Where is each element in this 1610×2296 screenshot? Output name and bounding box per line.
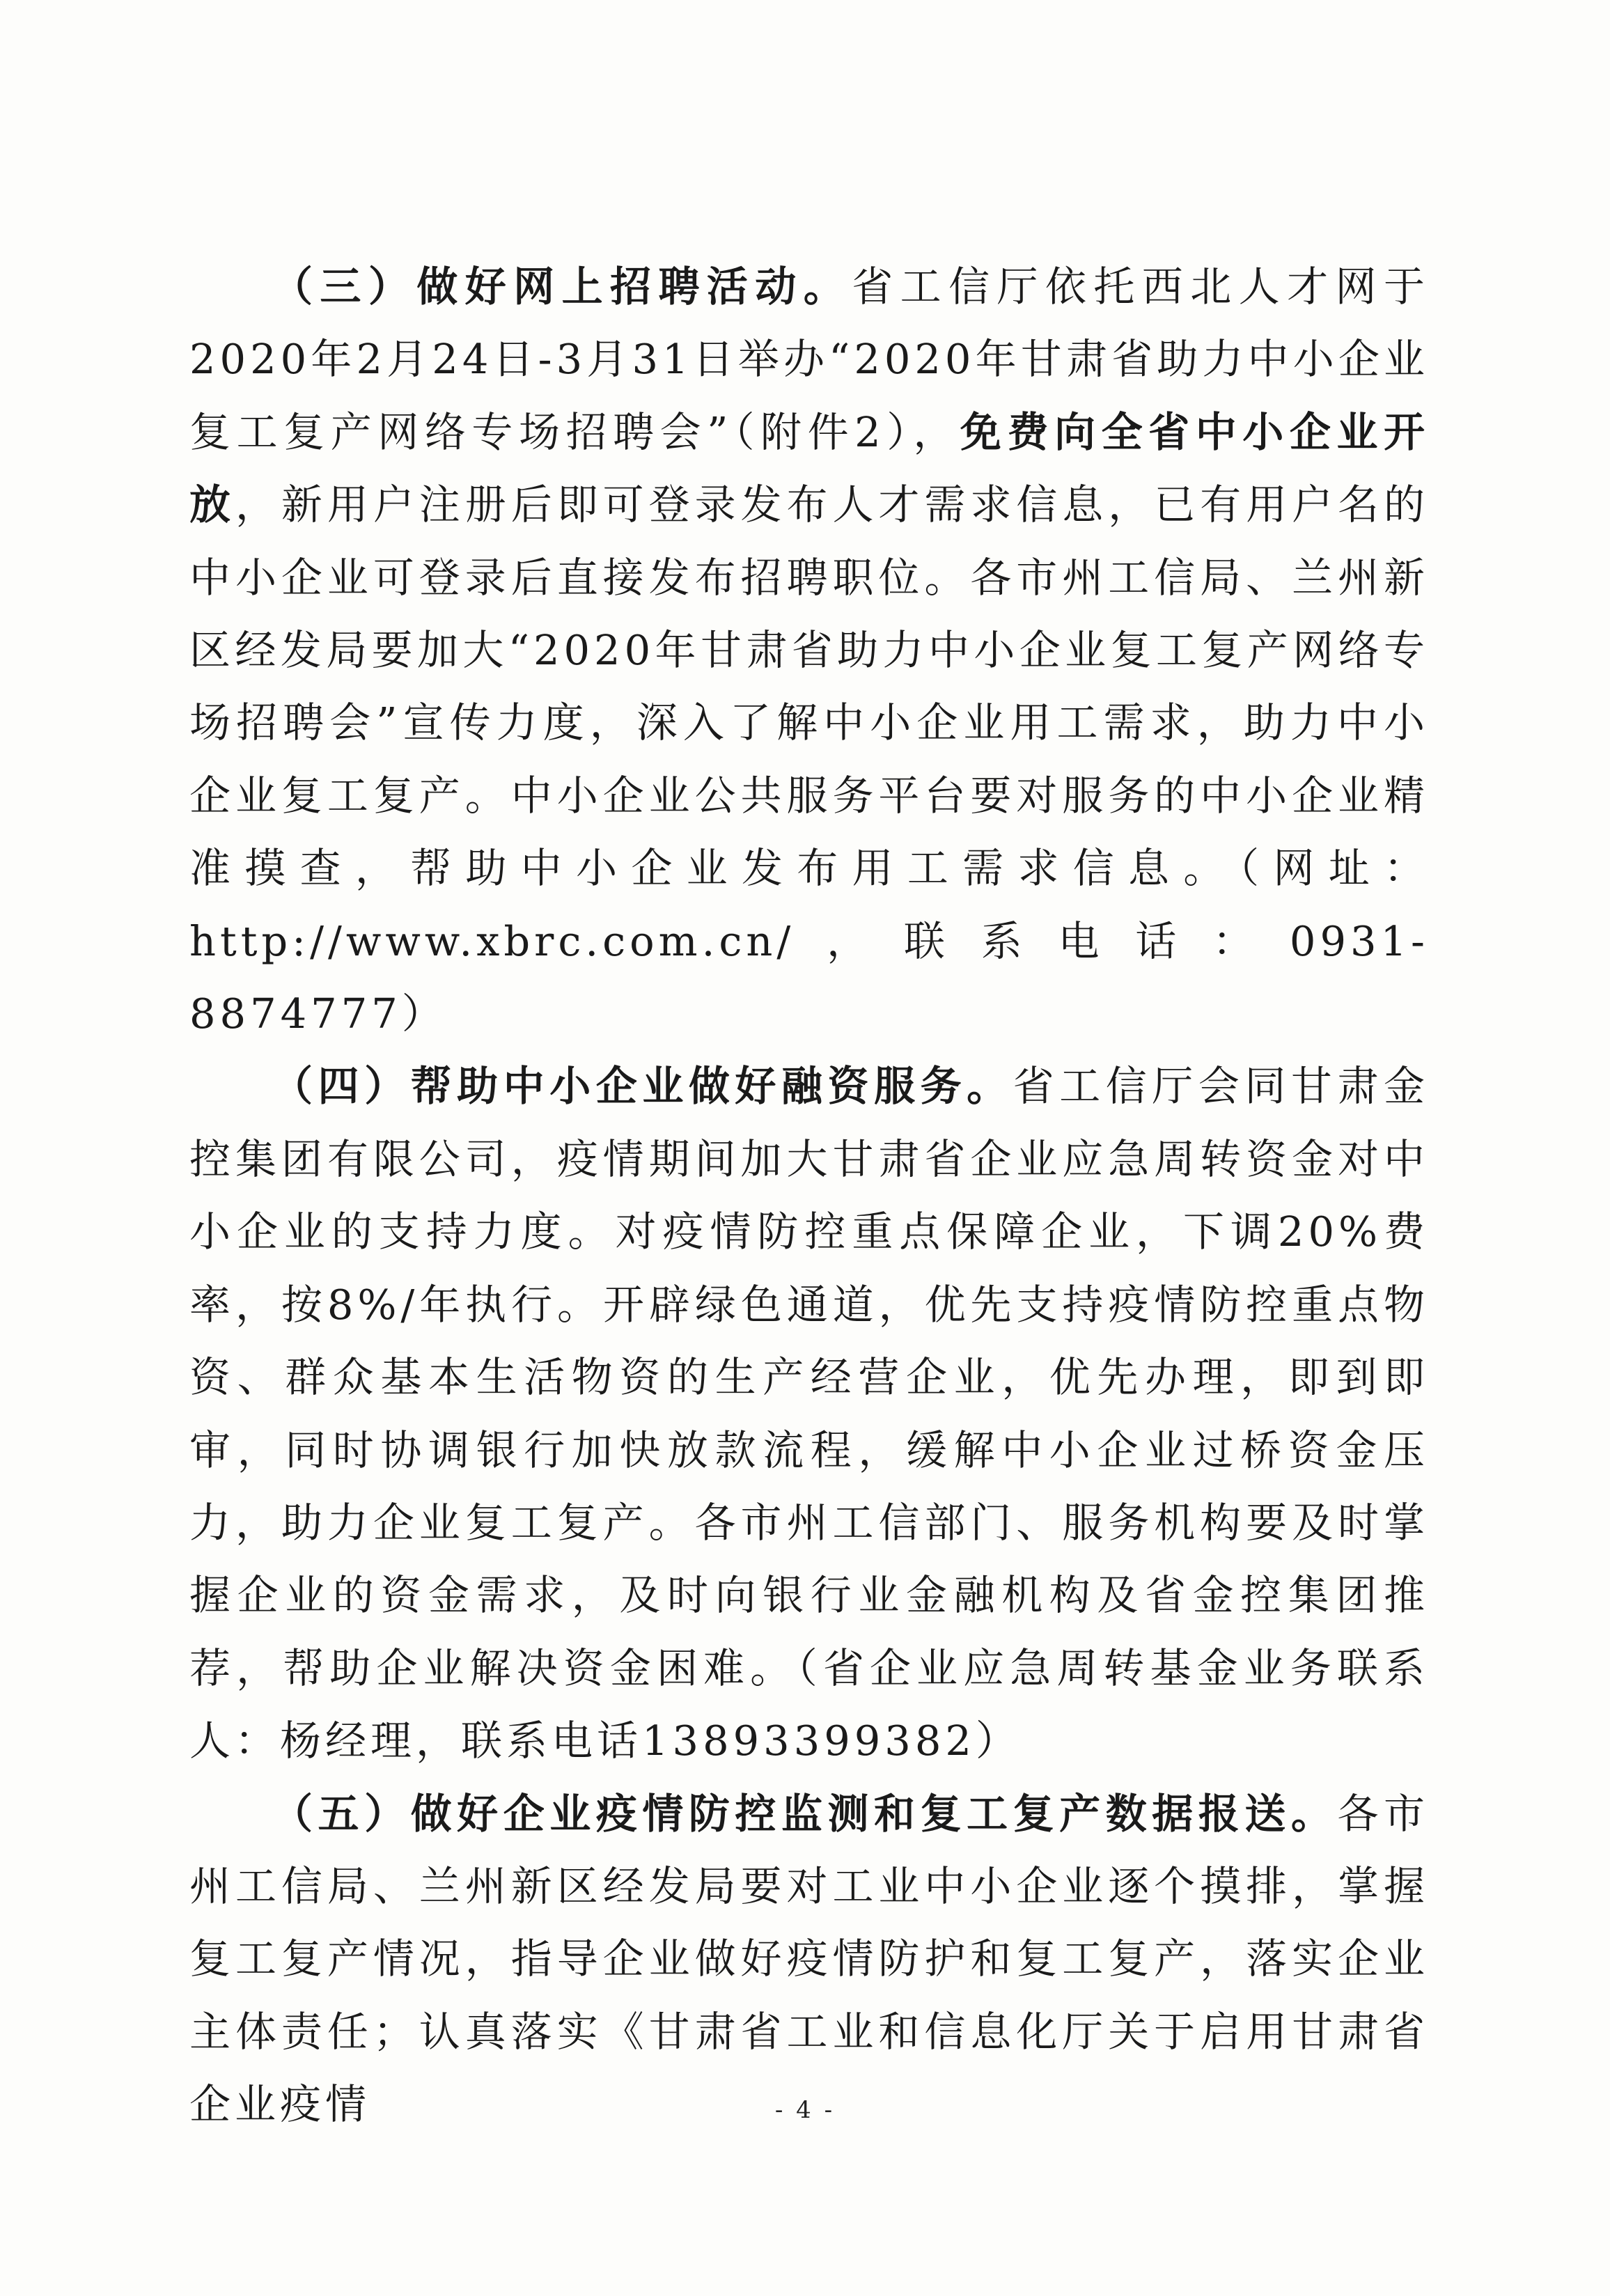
section-heading-3: （三）做好网上招聘活动。 [272,263,852,311]
body-text [189,251,1429,2141]
paragraph-text: 省工信厅会同甘肃金控集团有限公司，疫情期间加大甘肃省企业应急周转资金对中小企业的支持力度。对疫情防控重点保障企业，下调20%费率，按8%/年执行。开辟绿色通道，优先支持疫情防控重点物资、群众基本生活物资的生产经营企业，优先办理，即到即审，同时协调银行加快放款流程，缓解中小企业过桥资金压力，助力企业复工复产。各市州工信部门、服务机构要及时掌握企业的资金需求，及时向银行业金融机构及省金控集团推荐，帮助企业解决资金困难。（省企业应急周转基金业务联系人：杨经理，联系电话13893399382） [189,1062,1429,1765]
page-number: - 4 - [774,2096,836,2124]
paragraph-text: ，新用户注册后即可登录发布人才需求信息，已有用户名的中小企业可登录后直接发布招聘职位。各市州工信局、兰州新区经发局要加大“2020年甘肃省助力中小企业复工复产网络专场招聘会”宣传力度，深入了解中小企业用工需求，助力中小企业复工复产。中小企业公共服务平台要对服务的中小企业精准摸查，帮助中小企业发布用工需求信息。（网址：http://www.xbrc.com.cn/，联系电话：0931-8874777） [189,481,1429,1038]
paragraph-epidemic-monitoring [189,1778,1429,2141]
paragraph-online-recruitment [189,251,1429,1050]
paragraph-text: 各市州工信局、兰州新区经发局要对工业中小企业逐个摸排，掌握复工复产情况，指导企业做好疫情防护和复工复产，落实企业主体责任；认真落实《甘肃省工业和信息化厅关于启用甘肃省企业疫情 [189,1789,1429,2129]
section-heading-5: （五）做好企业疫情防控监测和复工复产数据报送。 [272,1789,1338,1838]
paragraph-financing-service [189,1050,1429,1777]
emphasis-text: 免费向全省中小企业开放 [189,407,1429,529]
paragraph-text: 省工信厅依托西北人才网于2020年2月24日-3月31日举办“2020年甘肃省助力中小企业复工复产网络专场招聘会”（附件2）， [189,263,1429,456]
section-heading-4: （四）帮助中小企业做好融资服务。 [272,1062,1013,1111]
